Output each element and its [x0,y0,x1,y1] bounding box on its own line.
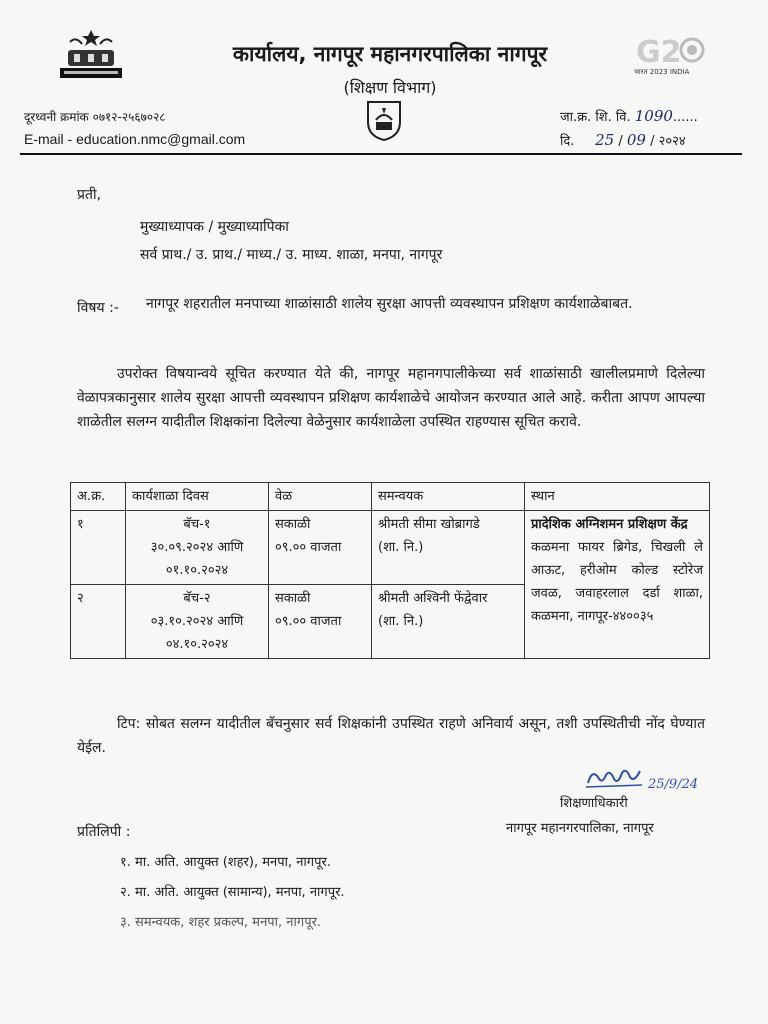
g20-caption: भारत 2023 INDIA [634,68,690,76]
svg-text:G2: G2 [636,35,682,66]
header-coordinator: समन्वयक [372,483,525,511]
signatory-organization: नागपूर महानगरपालिका, नागपूर [506,821,654,836]
addressee-line-2: सर्व प्राथ./ उ. प्राथ./ माध्य./ उ. माध्य. शाळा, मनपा, नागपूर [140,247,443,263]
row2-sr: २ [71,585,126,659]
reference-number: जा.क्र. शि. वि. 1090...... [560,107,698,125]
phone-number: दूरध्वनी क्रमांक ०७१२-२५६७०२८ [24,110,166,124]
row2-dates: ०३.१०.२०२४ आणि [150,614,244,629]
letter-date: दि. 25 / 09 / २०२४ [560,131,686,149]
addressee-line-1: मुख्याध्यापक / मुख्याध्यापिका [140,219,289,235]
signatory-title: शिक्षणाधिकारी [560,796,628,811]
subject-label: विषय :- [77,300,119,316]
email-address: E-mail - education.nmc@gmail.com [24,131,246,147]
row2-dates2: ०४.१०.२०२४ [165,637,229,652]
signature-date: 25/9/24 [648,777,699,792]
list-item: ३. समन्वयक, शहर प्रकल्प, मनपा, नागपूर. [120,915,322,930]
note-paragraph: टिप: सोबत सलग्न यादीतील बॅचनुसार सर्व शिक्षकांनी उपस्थित राहणे अनिवार्य असून, तशी उपस्थितीची नोंद घेण्यात येईल. [77,716,705,756]
nmc-logo-icon [56,26,126,84]
signature-scribble-icon [584,765,644,791]
header-sr: अ.क्र. [71,483,126,511]
list-item: १. मा. अति. आयुक्त (शहर), मनपा, नागपूर. [120,855,331,870]
location-title: प्रादेशिक अग्निशमन प्रशिक्षण केंद्र [531,517,688,532]
row1-coord-role: (शा. नि.) [378,540,424,555]
row1-sr: १ [71,511,126,585]
date-label: दि. [560,134,575,149]
department-subtitle: (शिक्षण विभाग) [343,78,437,97]
row2-time [269,585,372,659]
table-row [71,511,710,585]
header-location: स्थान [525,483,710,511]
g20-logo [634,34,706,77]
row1-coordinator [372,511,525,585]
body-paragraph: उपरोक्त विषयान्वये सूचित करण्यात येते की, नागपूर महानगपालीकेच्या सर्व शाळांसाठी खालीलप्रमाणे दिलेल्या वेळापत्रकानुसार शालेय सुरक्षा आपत्ती व्यवस्थापन प्रशिक्षण कार्यशाळेचे आयोजन करण्यात आले आहे. करीता आपण आपल्या शाळेतील सलग्न यादीतील शिक्षकांना दिलेल्या वेळेनुसार कार्यशाळेला उपस्थित राहण्यास सूचित करावे. [77,366,705,430]
row1-dates2: ०१.१०.२०२४ [165,563,229,578]
subject-text: नागपूर शहरातील मनपाच्या शाळांसाठी शालेय सुरक्षा आपत्ती व्यवस्थापन प्रशिक्षण कार्यशाळेबाबत. [146,296,633,312]
location-cell [525,511,710,659]
row1-time2: ०९.०० वाजता [275,540,342,555]
education-emblem-icon [362,98,406,142]
row2-coord-role: (शा. नि.) [378,614,424,629]
date-year: २०२४ [658,134,686,149]
row2-day [126,585,269,659]
table-header-row [71,483,710,511]
row2-coord-name: श्रीमती अश्विनी फेंद्वेवार [378,591,488,606]
salutation: प्रती, [77,187,102,203]
list-item: २. मा. अति. आयुक्त (सामान्य), मनपा, नागपूर. [120,885,345,900]
header-divider [20,153,742,155]
row1-day [126,511,269,585]
row1-coord-name: श्रीमती सीमा खोब्रागडे [378,517,480,532]
date-month: 09 [626,131,646,149]
row1-batch: बॅच-१ [183,517,211,532]
ref-label: जा.क्र. शि. वि. [560,110,631,125]
location-address: कळमना फायर ब्रिगेड, चिखली ले आऊट, हरीओम कोल्ड स्टोरेज जवळ, जवाहरलाल दर्डा शाळा, कळमना, नागपूर-४४००३५ [531,540,703,624]
header-day: कार्यशाळा दिवस [126,483,269,511]
signature [584,765,699,795]
header-time: वेळ [269,483,372,511]
office-title: कार्यालय, नागपूर महानगरपालिका नागपूर [232,42,548,66]
row2-time1: सकाळी [275,591,311,606]
row2-time2: ०९.०० वाजता [275,614,342,629]
g20-mark-icon [634,34,706,66]
schedule-table [70,482,710,659]
ref-number-handwritten: 1090 [634,107,673,125]
row1-time [269,511,372,585]
row1-dates: ३०.०९.२०२४ आणि [150,540,244,555]
date-day: 25 [595,131,615,149]
row2-coordinator [372,585,525,659]
copies-label: प्रतिलिपी : [77,824,131,840]
row2-batch: बॅच-२ [183,591,211,606]
row1-time1: सकाळी [275,517,311,532]
copies-list [120,848,345,938]
